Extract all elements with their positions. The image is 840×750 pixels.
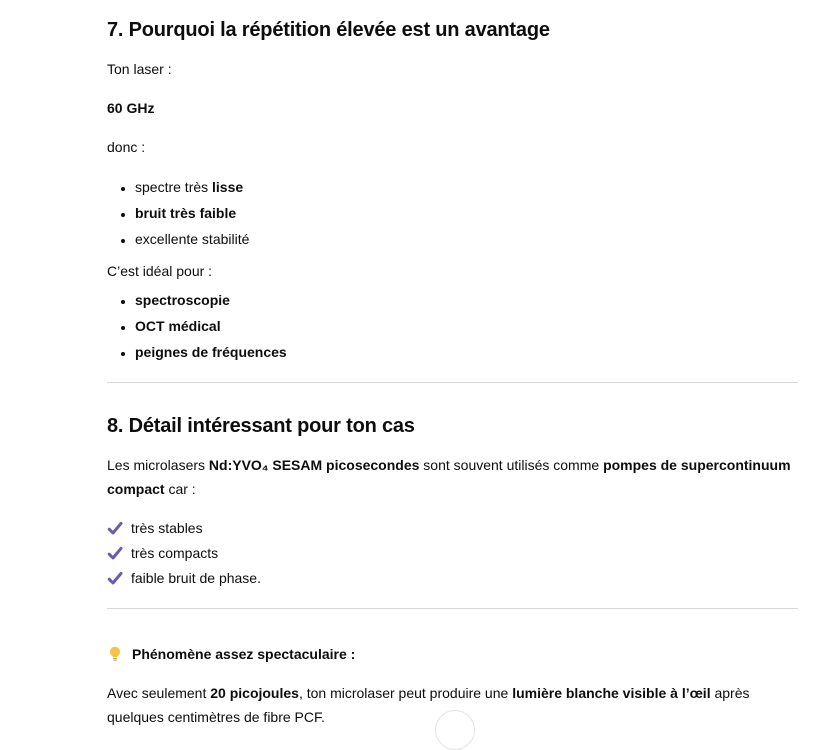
paragraph-donc: donc :	[107, 139, 146, 155]
list-item: • OCT médical	[135, 314, 798, 338]
text-segment: sont souvent utilisés comme	[419, 457, 604, 473]
paragraph-ideal-pour: C’est idéal pour :	[107, 263, 213, 279]
check-icon	[107, 520, 123, 536]
list-item: • bruit très faible	[135, 201, 798, 225]
text-segment: car :	[164, 481, 196, 497]
list-item: • excellente stabilité	[135, 227, 798, 251]
text-segment-bold: 20 picojoules	[210, 685, 299, 701]
list-item-text: spectre très	[135, 179, 213, 195]
tip-heading	[107, 642, 798, 666]
paragraph-microlasers	[107, 453, 798, 501]
list-item: • spectroscopie	[135, 288, 798, 312]
check-item-text: très stables	[131, 520, 203, 536]
section-7-heading: 7. Pourquoi la répétition élevée est un avantage	[107, 19, 550, 41]
section-8-heading: 8. Détail intéressant pour ton cas	[107, 415, 415, 437]
tip-title-text: Phénomène assez spectaculaire :	[132, 646, 356, 662]
list-item: • peignes de fréquences	[135, 340, 798, 364]
text-segment-bold: pompes de supercontinuum compact	[107, 457, 791, 497]
check-list	[107, 516, 798, 590]
check-item-text: faible bruit de phase.	[131, 570, 261, 586]
check-item-text: très compacts	[131, 545, 219, 561]
text-segment: , ton microlaser peut produire une	[298, 685, 513, 701]
paragraph-ton-laser: Ton laser :	[107, 61, 172, 77]
text-segment-bold: Nd:YVO₄ SESAM picosecondes	[208, 457, 420, 473]
check-icon	[107, 545, 123, 561]
check-icon	[107, 570, 123, 586]
check-list-item	[107, 541, 798, 565]
check-list-item	[107, 566, 798, 590]
paragraph-60ghz: 60 GHz	[107, 100, 155, 116]
lightbulb-icon	[107, 646, 123, 662]
bullet-list-applications	[107, 288, 798, 364]
list-item	[135, 175, 798, 199]
bullet-list-advantages	[107, 175, 798, 251]
list-item-text-bold: lisse	[212, 179, 244, 195]
section-divider	[107, 608, 798, 609]
check-list-item	[107, 516, 798, 540]
scroll-to-bottom-button[interactable]	[435, 710, 475, 750]
text-segment: Avec seulement	[107, 685, 211, 701]
text-segment: après quelques centimètres de fibre PCF.	[107, 685, 750, 725]
text-segment: Les microlasers	[107, 457, 209, 473]
section-divider	[107, 382, 798, 383]
text-segment-bold: lumière blanche visible à l’œil	[512, 685, 711, 701]
